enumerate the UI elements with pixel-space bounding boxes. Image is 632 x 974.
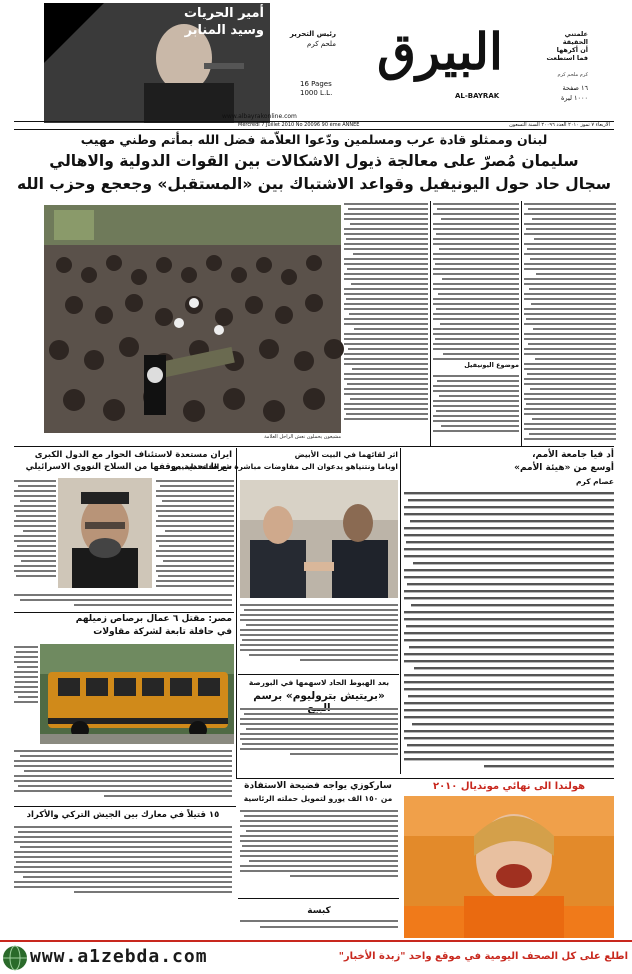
headline-kicker: لبنان وممثلو قادة عرب ومسلمين ودّعوا العلاّمة فضل الله بمأتم وطني مهيب [80, 132, 548, 147]
pages-en: 16 Pages [300, 80, 332, 88]
obama-body [240, 602, 398, 670]
headline-main-2: سجال حاد حول اليونيفيل وقواعد الاشتباك بين «المستقبل» وجعجع وحزب الله [17, 175, 611, 193]
bp-kicker: بعد الهبوط الحاد لاسهمها في البورصة [248, 678, 390, 687]
ribbon-photo [44, 3, 270, 123]
iran-column-right [156, 478, 234, 593]
price-en: 1000 L.L. [300, 89, 333, 97]
briefs-body [240, 918, 398, 938]
price-ar: ١٠٠٠ ليرة [561, 94, 588, 102]
holland-headline: هولندا الى نهائي مونديال ٢٠١٠ [432, 781, 586, 792]
lead-column-left [344, 201, 428, 446]
funeral-photo-caption: مشيعون يحملون نعش الراحل العلامة [264, 434, 341, 440]
motto-line2: الحقيقة [562, 38, 588, 46]
opinion-headline-1: أد فيا جامعة الأمم، [532, 450, 614, 460]
dutch-fan-photo [404, 796, 614, 938]
briefs-title: كبسة [307, 906, 331, 916]
iran-headline-1: ايران مستعدة لاستئناف الحوار مع الدول الكبرى [34, 450, 232, 460]
iran-column-left [14, 478, 56, 590]
sarkozy-body [240, 808, 398, 886]
bus-photo [40, 644, 234, 744]
founder: كرم ملحم كرم [557, 72, 588, 78]
newspaper-logo-en: AL-BAYRAK [455, 92, 500, 100]
motto-line3: أن أكرهها [556, 46, 588, 54]
opinion-body [404, 490, 614, 775]
opinion-headline-2: أوسع من «هيئة الأمم» [514, 463, 614, 473]
egypt-headline-1: مصر: مقتل ٦ عمال برصاص زميلهم [75, 614, 232, 624]
lead-column-mid [433, 201, 519, 446]
bp-body [240, 706, 398, 768]
egypt-headline-2: في حافلة تابعة لشركة مقاولات [93, 627, 232, 637]
editor-name: ملحم كرم [307, 40, 336, 48]
obama-netanyahu-photo [240, 480, 398, 598]
iran-headline-2: شرط تحديد موقفها من السلاح النووي الاسرائيلي [25, 462, 232, 472]
egypt-body [14, 748, 232, 804]
lead-subhead: موضوع اليونيفيل [464, 361, 519, 369]
motto [530, 30, 588, 62]
website[interactable]: www.albayrakonline.com [222, 113, 297, 120]
egypt-column-left [14, 644, 38, 744]
sarkozy-headline-2: من ١٥٠ الف يورو لتمويل حملته الرئاسية [243, 794, 393, 803]
obama-kicker: اثر لقائهما في البيت الأبيض [294, 450, 398, 459]
dateline-ar: الأربعاء ٧ تموز ٢٠١٠ العدد ٢٠٠٩٦ السنة التسعون [509, 122, 610, 128]
headline-main-1: سليمان مُصرّ على معالجة ذيول الاشكالات بين القوات الدولية والاهالي [49, 152, 579, 170]
sarkozy-headline-1: ساركوزي يواجه فضيحة الاستفادة [244, 781, 392, 791]
jalili-portrait [58, 478, 152, 588]
pages-ar: ١٦ صفحة [562, 84, 588, 92]
opinion-author: عصام كرم [576, 477, 614, 486]
obama-headline: اوباما ونتنياهو يدعوان الى مفاوضات مباشرة مع الفلسطينيين [171, 462, 398, 471]
bp-headline: «بريتيش بتروليوم» برسم [253, 690, 385, 702]
globe-icon [2, 945, 28, 971]
ribbon-title-line1: أمير الحريات [183, 6, 264, 21]
iran-column-bottom [14, 592, 232, 608]
footer-site-link[interactable]: www.a1zebda.com [30, 946, 208, 967]
motto-line1: علمتني [564, 30, 588, 38]
ribbon-title-line2: وسيد المنابر [184, 23, 264, 38]
dateline-fr: Mercredi 7 Juillet 2010 No 20096 90 ème ANNÉE [238, 122, 360, 128]
footer-bar [0, 940, 632, 974]
footer-promo: اطلع على كل الصحف اليومية في موقع واحد "زبدة الأخبار" [338, 951, 628, 962]
turkey-body [14, 824, 232, 904]
lead-column-right [524, 201, 616, 446]
newspaper-logo: البيرق [377, 22, 503, 81]
funeral-crowd-photo [44, 205, 341, 433]
motto-line4: فما استطعت [546, 54, 588, 62]
turkey-headline: ١٥ قتيلاً في معارك بين الجيش التركي والأكراد [26, 810, 220, 820]
mourning-ribbon-icon [44, 3, 270, 123]
editor-label: رئيس التحرير [289, 30, 336, 38]
